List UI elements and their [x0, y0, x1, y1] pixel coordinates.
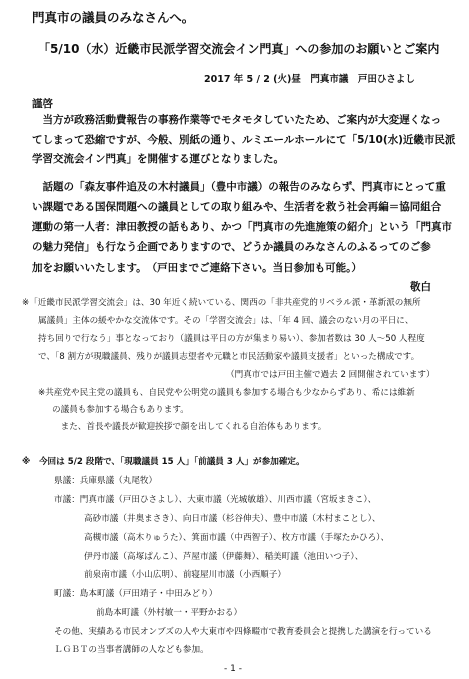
participants-line: ＬＧＢＴの当事者講師の人なども参加。: [54, 645, 209, 655]
closing-salutation: 敬白: [410, 281, 431, 293]
note-line: の議員も参加する場合もあります。: [52, 405, 189, 415]
body-line: い課題である国保問題への議員としての取り組みや、生活者を救う社会再編＝協同組合: [32, 201, 442, 213]
note-line: 持ち回りで行なう」事となっており（議員は平日の方が集まり易い）、参加者数は 30 人～50 人程度: [38, 334, 425, 344]
participants-line: ※ 今回は 5/2 段階で、「現職議員 15 人」「前議員 3 人」が参加確定。: [22, 457, 305, 467]
body-line: 運動の第一人者：津田教授の話もあり、かつ「門真市の先進施策の紹介」という「門真市: [32, 221, 452, 233]
body-line: の魅力発信」も行なう企画でありますので、どうか議員のみなさんのふるってのご参: [32, 241, 431, 253]
greeting-title: 門真市の議員のみなさんへ。: [32, 10, 195, 25]
participants-line: 町議：島本町議（戸田靖子・中田みどり）: [54, 589, 218, 599]
note-line: また、首長や議長が歓迎挨拶で顔を出してくれる自治体もあります。: [52, 422, 327, 432]
document-title: 「5/10（水）近畿市民派学習交流会イン門真」への参加のお願いとご案内: [38, 42, 440, 56]
body-line: 学習交流会イン門真」を開催する運びとなりました。: [32, 153, 284, 165]
opening-salutation: 謹啓: [32, 98, 53, 110]
page-number: - 1 -: [224, 664, 242, 674]
note-line: 属議員」主体の緩やかな交流体です。その「学習交流会」は、「年 4 回、議会のない月の平日に、: [38, 316, 414, 326]
body-line: 当方が政務活動費報告の事務作業等でモタモタしていたため、ご案内が大変遅くなっ: [32, 114, 442, 126]
participants-line: その他、実績ある市民オンブズの人や大東市や四條畷市で教育委員会と提携した講演を行っている: [54, 627, 432, 637]
body-line: てしまって恐縮ですが、今般、別紙の通り、ルミエールホールにて「5/10(水)近畿市民派: [32, 134, 456, 146]
participants-line: 市議：門真市議（戸田ひさよし）、大東市議（光城敏雄）、川西市議（宮坂まきこ）、: [54, 495, 377, 505]
note-line: （門真市では戸田主催で過去 2 回開催されています）: [226, 370, 435, 380]
note-line: ※共産党や民主党の議員も、自民党や公明党の議員も参加する場合も少なからずあり、希には維新: [38, 388, 415, 398]
participants-line: 前島本町議（外村敏一・平野かおる）: [96, 608, 243, 618]
participants-line: 伊丹市議（高塚ぱんこ）、芦屋市議（伊藤舞）、稲美町議（池田いつ子）、: [84, 552, 364, 562]
note-line: で、「8 割方が現職議員、残りが議員志望者や元職と市民活動家や議員支援者」といった構成です。: [38, 352, 420, 362]
participants-line: 前泉南市議（小山広明）、前寝屋川市議（小西順子）: [84, 570, 286, 580]
note-line: ※「近畿市民派学習交流会」は、30 年近く続いている、関西の「非共産党的リベラル派・革新派の無所: [22, 298, 421, 308]
date-author-line: 2017 年 5 / 2 (火)昼 門真市議 戸田ひさよし: [204, 74, 415, 85]
participants-line: 県議：兵庫県議（丸尾牧）: [54, 476, 158, 486]
body-line: 加をお願いいたします。 （戸田までご連絡下さい。当日参加も可能。）: [32, 262, 362, 274]
participants-line: 高砂市議（井奥まさき）、向日市議（杉谷伸夫）、豊中市議（木村まことし）、: [84, 514, 381, 524]
body-line: 話題の「森友事件追及の木村議員」（豊中市議）の報告のみならず、門真市にとって重: [32, 181, 446, 193]
participants-line: 高槻市議（高木りゅうた）、箕面市議（中西智子）、枚方市議（手塚たかひろ）、: [84, 533, 390, 543]
